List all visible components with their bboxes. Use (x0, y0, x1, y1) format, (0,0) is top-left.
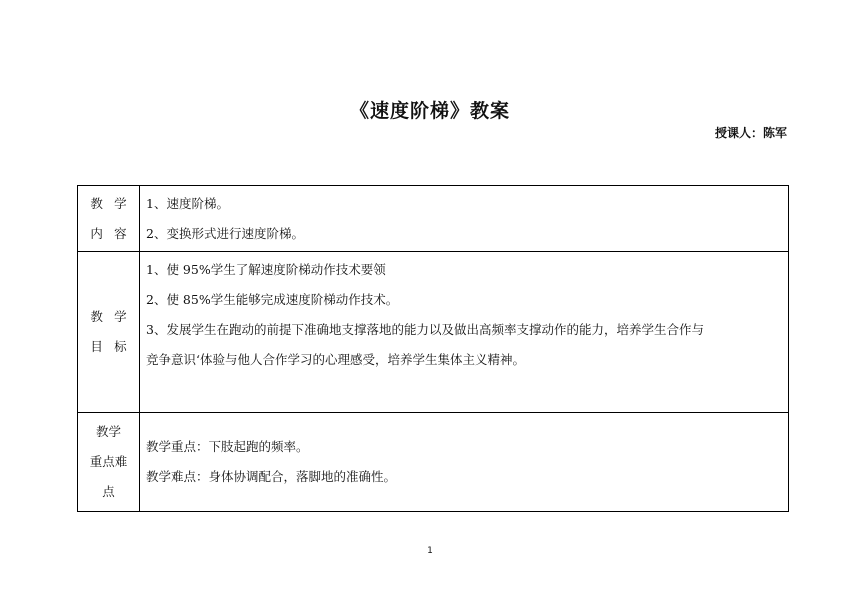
table-row-content (78, 186, 789, 252)
label-line: 内容 (90, 225, 138, 241)
list-item: 1、速度阶梯。 (146, 195, 229, 211)
label-line: 重点难 (89, 454, 128, 469)
table-row-objectives (78, 252, 789, 413)
key-points-cell (140, 413, 789, 512)
list-item: 2、使 85%学生能够完成速度阶梯动作技术。 (146, 292, 399, 307)
list-item: 1、使 95%学生了解速度阶梯动作技术要领 (146, 262, 386, 277)
list-item: 2、变换形式进行速度阶梯。 (146, 225, 304, 241)
label-line: 教学 (95, 424, 121, 439)
teacher-name: 授课人：陈军 (714, 126, 787, 140)
label-teaching-objectives (78, 252, 140, 413)
page-number: 1 (427, 546, 433, 556)
label-line: 教学 (90, 195, 138, 211)
label-line: 教学 (90, 309, 138, 324)
teaching-objectives-cell (140, 252, 789, 413)
label-line: 目标 (90, 339, 138, 354)
label-teaching-content (78, 186, 140, 252)
table-row-key-points (78, 413, 789, 512)
list-item: 3、发展学生在跑动的前提下准确地支撑落地的能力以及做出高频率支撑动作的能力，培养学生合作与 (146, 322, 704, 337)
document-title: 《速度阶梯》教案 (349, 100, 510, 122)
label-key-difficult-points (78, 413, 140, 512)
list-item: 教学重点：下肢起跑的频率。 (146, 439, 309, 454)
label-line: 点 (102, 484, 115, 499)
lesson-plan-table (77, 185, 789, 512)
list-item: 竞争意识‘体验与他人合作学习的心理感受，培养学生集体主义精神。 (146, 352, 525, 367)
list-item: 教学难点：身体协调配合，落脚地的准确性。 (146, 469, 397, 484)
teaching-content-cell (140, 186, 789, 252)
